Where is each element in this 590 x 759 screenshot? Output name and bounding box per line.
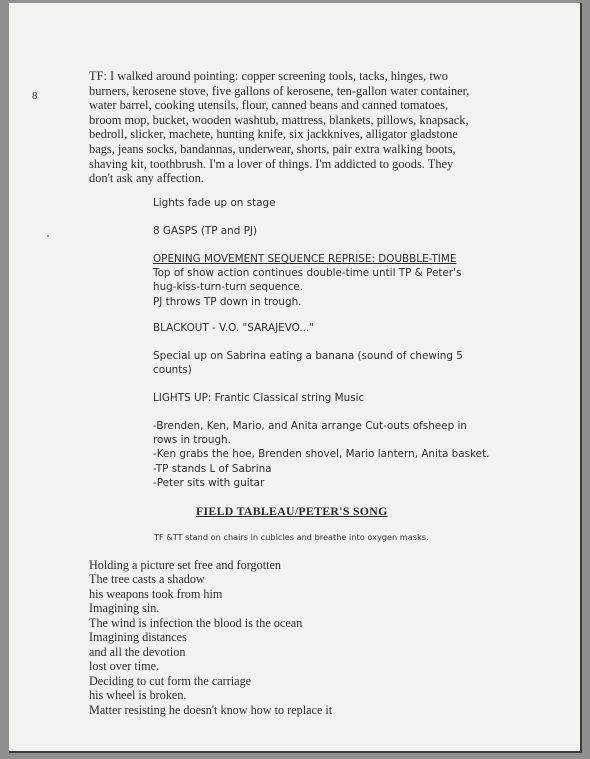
- tf-monologue: [89, 69, 489, 186]
- tf-line: burners, kerosene stove, five gallons of kerosene, ten-gallon water container,: [89, 83, 470, 98]
- lyric-line: Imagining sin.: [89, 601, 160, 616]
- arrange-line: -Brenden, Ken, Mario, and Anita arrange Cut-outs ofsheep in: [153, 420, 467, 432]
- lyric-line: his weapons took from him: [89, 586, 223, 601]
- field-tableau-heading: FIELD TABLEAU/PETER'S SONG: [196, 504, 388, 518]
- script-page: [9, 3, 582, 753]
- cue-lights-fade: Lights fade up on stage: [153, 197, 276, 209]
- opening-line: hug-kiss-turn-turn sequence.: [153, 281, 304, 294]
- lyric-line: Deciding to cut form the carriage: [89, 673, 252, 688]
- tf-line: water barrel, cooking utensils, flour, canned beans and canned tomatoes,: [89, 98, 449, 113]
- tf-line: bags, jeans socks, bandannas, underwear, shorts, pair extra walking boots,: [89, 141, 456, 156]
- tf-line: bedroll, slicker, machete, hunting knife, six jackknives, alligator gladstone: [89, 127, 458, 142]
- lyric-line: Matter resisting he doesn't know how to replace it: [89, 702, 333, 717]
- field-tableau-note: TF &TT stand on chairs in cubicles and breathe into oxygen masks.: [154, 532, 429, 542]
- peters-song-lyrics: [89, 558, 332, 717]
- tf-line: shaving kit, toothbrush. I'm a lover of things. I'm addicted to goods. They: [89, 156, 454, 171]
- tf-line: don't ask any affection.: [89, 171, 204, 186]
- lyric-line: The tree casts a shadow: [89, 572, 205, 587]
- opening-heading: OPENING MOVEMENT SEQUENCE REPRISE: DOUBBLE-TIME: [153, 253, 457, 265]
- tf-line: broom mop, bucket, wooden washtub, mattress, blankets, pillows, knapsack,: [89, 112, 469, 127]
- cue-special: [153, 349, 463, 377]
- cue-lights-up: LIGHTS UP: Frantic Classical string Music: [153, 392, 365, 404]
- lyric-line: and all the devotion: [89, 644, 186, 659]
- cue-gasps: 8 GASPS (TP and PJ): [153, 225, 258, 237]
- lyric-line: his wheel is broken.: [89, 688, 187, 703]
- arrange-line: rows in trough.: [153, 434, 231, 447]
- opening-line: PJ throws TP down in trough.: [153, 295, 302, 308]
- lyric-line: The wind is infection the blood is the ocean: [89, 615, 303, 630]
- cue-arrange: [153, 419, 489, 490]
- arrange-line: -Ken grabs the hoe, Brenden shovel, Mario lantern, Anita basket.: [153, 448, 490, 461]
- cue-blackout: BLACKOUT - V.O. "SARAJEVO...": [153, 322, 315, 334]
- lyric-line: Imagining distances: [89, 630, 187, 645]
- arrange-line: -Peter sits with guitar: [153, 476, 265, 489]
- arrange-line: -TP stands L of Sabrina: [153, 462, 272, 475]
- tf-line: TF: I walked around pointing: copper screening tools, tacks, hinges, two: [89, 69, 448, 83]
- cue-opening-sequence: [153, 252, 461, 309]
- special-line: counts): [153, 364, 192, 377]
- lyric-line: lost over time.: [89, 659, 160, 674]
- margin-mark: [47, 235, 49, 237]
- lyric-line: Holding a picture set free and forgotten: [89, 558, 282, 572]
- special-line: Special up on Sabrina eating a banana (sound of chewing 5: [153, 350, 463, 362]
- page-number: 8: [32, 90, 38, 102]
- opening-line: Top of show action continues double-time until TP & Peter's: [153, 267, 462, 280]
